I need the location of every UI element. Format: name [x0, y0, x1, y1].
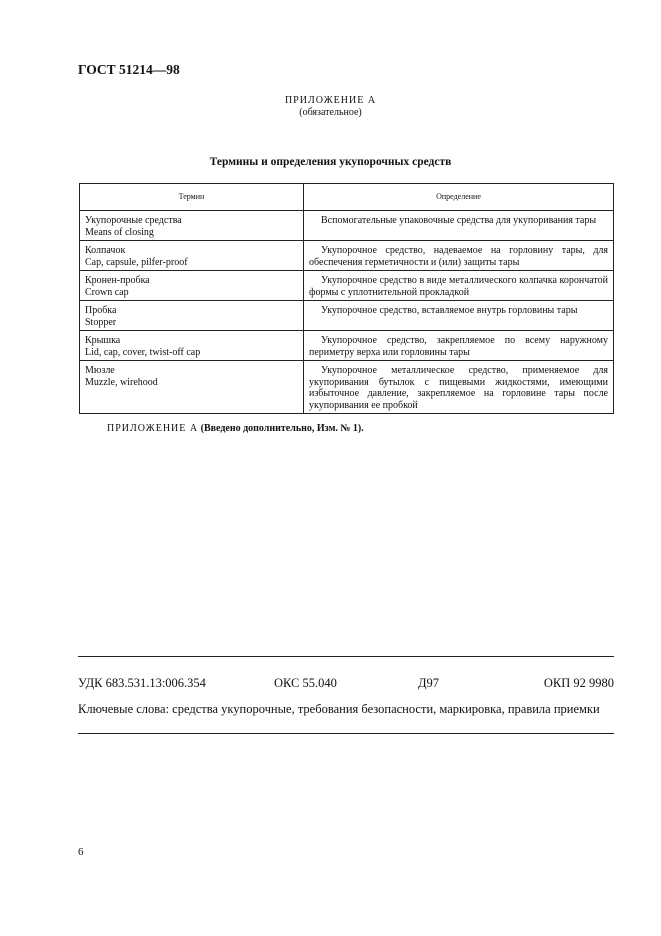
table-row [80, 361, 614, 414]
term-cell [80, 271, 304, 301]
term-en: Crown cap [85, 286, 129, 298]
definition-cell: Вспомогательные упаковочные средства для укупоривания тары [304, 211, 614, 241]
term-cell [80, 301, 304, 331]
keywords-text: средства укупорочные, требования безопасности, маркировка, правила приемки [172, 702, 600, 716]
table-row [80, 211, 614, 241]
table-row [80, 271, 614, 301]
table-row [80, 241, 614, 271]
term-en: Means of closing [85, 226, 154, 238]
term-en: Cap, capsule, pilfer-proof [85, 256, 188, 268]
column-header-term: Термин [80, 184, 304, 211]
term-ru: Крышка [85, 335, 121, 346]
term-ru: Мюзле [85, 365, 115, 376]
column-header-definition: Определение [304, 184, 614, 211]
page-number: 6 [78, 846, 84, 858]
term-en: Muzzle, wirehood [85, 376, 158, 388]
term-ru: Пробка [85, 305, 117, 316]
amendment-note-label: ПРИЛОЖЕНИЕ А [107, 423, 199, 434]
table-row [80, 301, 614, 331]
definition-cell: Укупорочное металлическое средство, применяемое для укупоривания бутылок с пищевыми жидкостями, имеющими избыточное давление, закрепляемое на горловине тары после укупоривания ее пробкой [304, 361, 614, 414]
okp-code: ОКП 92 9980 [543, 676, 614, 690]
appendix-title: ПРИЛОЖЕНИЕ А [284, 95, 377, 106]
term-en: Lid, cap, cover, twist-off cap [85, 346, 201, 358]
keywords-label: Ключевые слова: [78, 702, 170, 716]
definition-cell: Укупорочное средство, вставляемое внутрь горловины тары [304, 301, 614, 331]
term-cell [80, 331, 304, 361]
appendix-subtitle: (обязательное) [299, 107, 362, 118]
amendment-note-text: (Введено дополнительно, Изм. № 1). [200, 423, 364, 434]
table-title: Термины и определения укупорочных средств [209, 156, 452, 168]
definition-cell: Укупорочное средство, закрепляемое по всему наружному периметру верха или горловины тары [304, 331, 614, 361]
term-ru: Колпачок [85, 245, 126, 256]
term-cell [80, 211, 304, 241]
standard-code: ГОСТ 51214—98 [78, 62, 180, 77]
term-cell [80, 361, 304, 414]
table-row [80, 331, 614, 361]
oks-code: ОКС 55.040 [274, 676, 337, 690]
term-ru: Кронен-пробка [85, 275, 150, 286]
keywords-line [78, 702, 600, 717]
footer-top-divider [78, 656, 614, 657]
d-code: Д97 [418, 676, 440, 690]
footer-bottom-divider [78, 733, 614, 734]
table-header-row [80, 184, 614, 211]
term-en: Stopper [85, 316, 117, 328]
definition-cell: Укупорочное средство, надеваемое на горловину тары, для обеспечения герметичности и (или) защиты тары [304, 241, 614, 271]
terms-table [79, 183, 614, 414]
udk-code: УДК 683.531.13:006.354 [78, 676, 206, 690]
term-ru: Укупорочные средства [85, 215, 182, 226]
amendment-note [107, 423, 364, 434]
term-cell [80, 241, 304, 271]
definition-cell: Укупорочное средство в виде металлического колпачка корончатой формы с уплотнительной прокладкой [304, 271, 614, 301]
